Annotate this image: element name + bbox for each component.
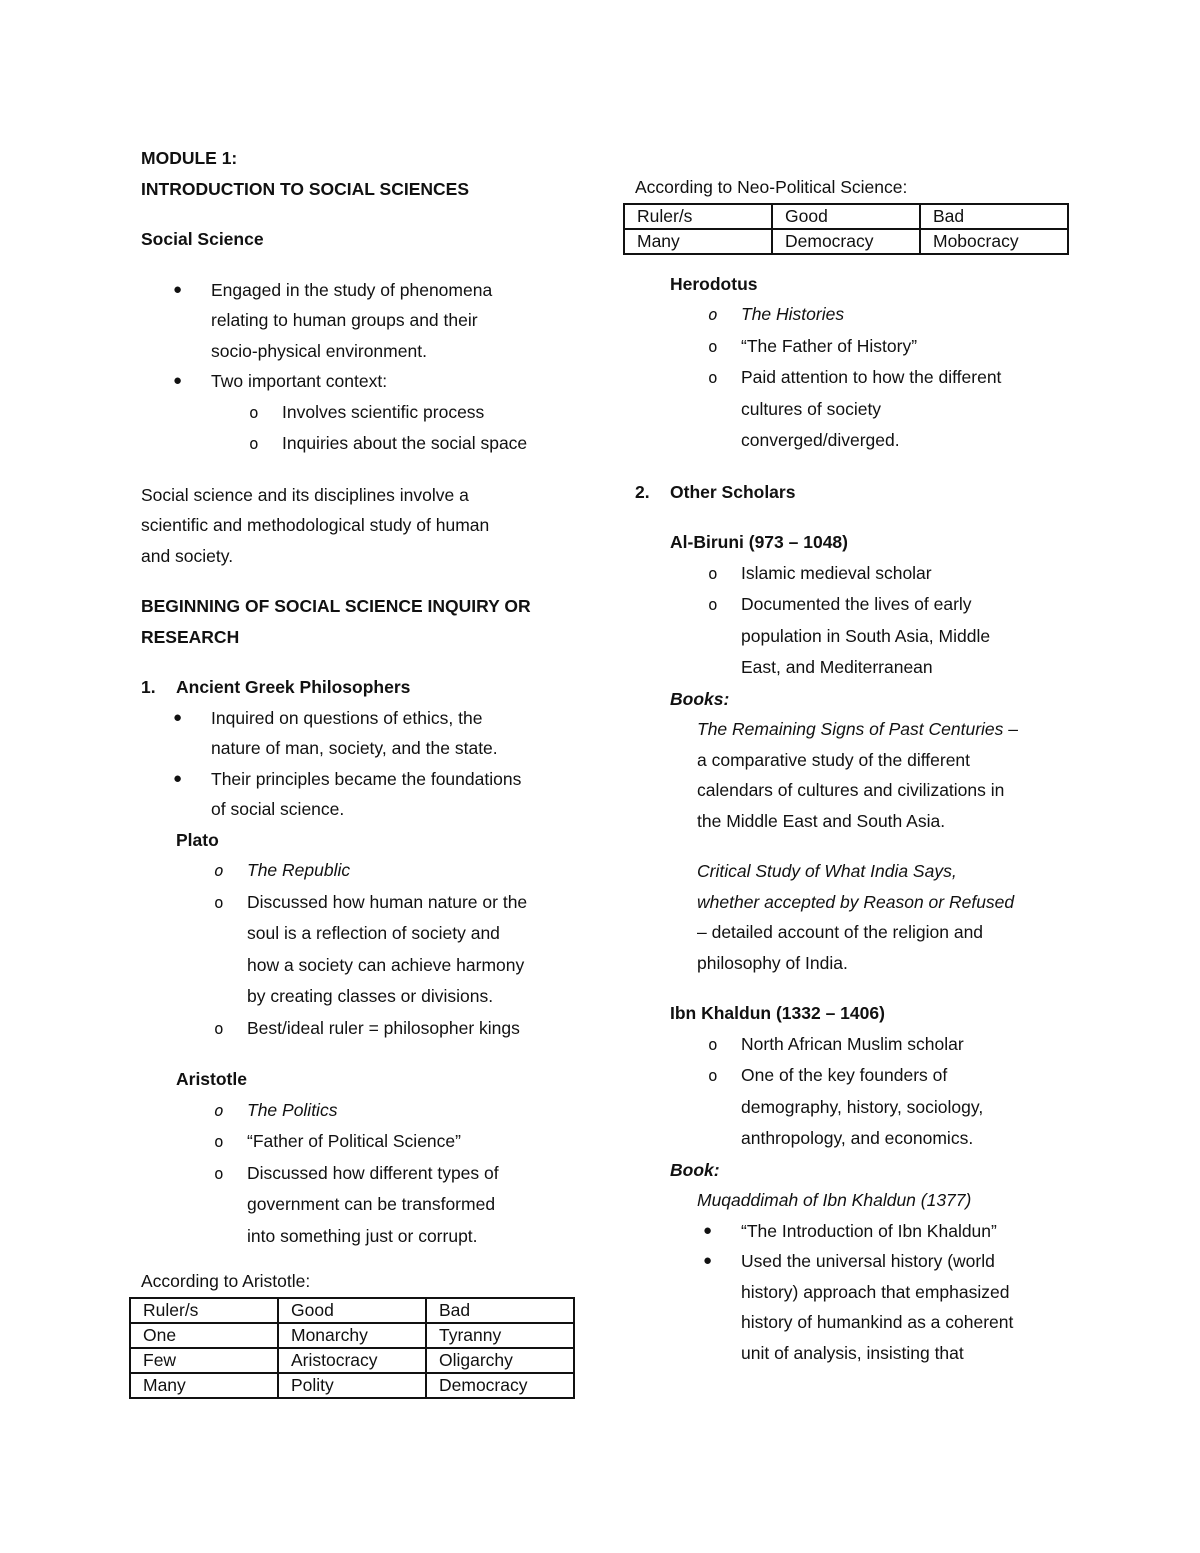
herodotus-attention: o Paid attention to how the different cultures of society converged/diverged. xyxy=(635,362,1085,457)
plato-ruler: o Best/ideal ruler = philosopher kings xyxy=(141,1013,591,1045)
circle-bullet-icon: o xyxy=(708,1034,718,1054)
khaldun-bullet-intro: ● “The Introduction of Ibn Khaldun” xyxy=(635,1216,1085,1247)
circle-bullet-icon: o xyxy=(214,1132,224,1151)
khaldun-desc: o North African Muslim scholar xyxy=(635,1029,1085,1061)
circle-bullet-icon: o xyxy=(708,336,718,356)
circle-bullet-icon: o xyxy=(214,1100,224,1120)
table-cell: Many xyxy=(130,1373,278,1398)
aristotle-heading: Aristotle xyxy=(176,1069,247,1089)
table-cell: Good xyxy=(278,1298,426,1323)
circle-bullet-icon: o xyxy=(214,1018,224,1038)
table-cell: Ruler/s xyxy=(130,1298,278,1323)
khaldun-heading: Ibn Khaldun (1332 – 1406) xyxy=(670,1003,885,1023)
circle-bullet-icon: o xyxy=(708,595,718,614)
table-cell: Tyranny xyxy=(426,1323,574,1348)
aristotle-discussion: o Discussed how different types of government can be transformed into something just or corrupt. xyxy=(141,1158,591,1253)
table-header-row xyxy=(130,1298,574,1323)
table-row xyxy=(130,1373,574,1398)
table-cell: Bad xyxy=(426,1298,574,1323)
table-cell: Democracy xyxy=(772,229,920,254)
bullet-icon: ● xyxy=(703,1221,713,1239)
beginning-heading: BEGINNING OF SOCIAL SCIENCE INQUIRY OR RESEARCH xyxy=(141,596,531,647)
khaldun-book-title: Muqaddimah of Ibn Khaldun (1377) xyxy=(697,1190,972,1210)
plato-discussion: o Discussed how human nature or the soul is a reflection of society and how a society can achieve harmony by creating classes or divisions. xyxy=(141,887,591,1013)
herodotus-title: o “The Father of History” xyxy=(635,331,1085,363)
plato-work: o The Republic xyxy=(141,855,591,887)
left-column xyxy=(141,143,591,1399)
biruni-desc: o Islamic medieval scholar xyxy=(635,558,1085,590)
table-cell: Aristocracy xyxy=(278,1348,426,1373)
plato-heading: Plato xyxy=(176,829,219,850)
table-cell: Mobocracy xyxy=(920,229,1068,254)
book-label: Book: xyxy=(670,1159,720,1180)
module-title: MODULE 1: xyxy=(141,148,238,168)
table-cell: Polity xyxy=(278,1373,426,1398)
table-cell: Oligarchy xyxy=(426,1348,574,1373)
bullet-icon: ● xyxy=(173,708,183,726)
bullet-icon: ● xyxy=(173,372,183,389)
circle-bullet-icon: o xyxy=(214,1163,224,1183)
bullet-principles: ● Their principles became the foundations of social science. xyxy=(141,764,591,825)
bullet-icon: ● xyxy=(703,1252,713,1269)
intro-paragraph: Social science and its disciplines involve a scientific and methodological study of human and society. xyxy=(141,484,490,566)
table-cell: One xyxy=(130,1323,278,1348)
biruni-heading: Al-Biruni (973 – 1048) xyxy=(670,532,848,552)
aristotle-work: o The Politics xyxy=(141,1095,591,1127)
circle-bullet-icon: o xyxy=(214,861,224,880)
aristotle-table-caption: According to Aristotle: xyxy=(141,1271,311,1291)
biruni-book-1: The Remaining Signs of Past Centuries – a comparative study of the different calendars of cultures and civilizations in the Middle East and South Asia. xyxy=(697,719,1019,831)
circle-bullet-icon: o xyxy=(708,305,718,324)
bullet-context: ● Two important context: xyxy=(141,366,591,397)
table-row xyxy=(130,1348,574,1373)
circle-bullet-icon: o xyxy=(249,434,259,453)
section-1-heading: 1. Ancient Greek Philosophers xyxy=(141,677,411,697)
table-row xyxy=(130,1323,574,1348)
table-cell: Good xyxy=(772,204,920,229)
biruni-documented: o Documented the lives of early population in South Asia, Middle East, and Mediterranean xyxy=(635,589,1085,684)
bullet-icon: ● xyxy=(173,280,183,298)
section-2-heading: 2. Other Scholars xyxy=(635,481,796,502)
aristotle-table xyxy=(129,1297,575,1399)
circle-bullet-icon: o xyxy=(708,1066,718,1085)
herodotus-work: o The Histories xyxy=(635,299,1085,331)
table-cell: Many xyxy=(624,229,772,254)
table-cell: Monarchy xyxy=(278,1323,426,1348)
table-cell: Democracy xyxy=(426,1373,574,1398)
circle-bullet-icon: o xyxy=(214,892,224,912)
table-cell: Few xyxy=(130,1348,278,1373)
context-item: o Inquiries about the social space xyxy=(141,428,591,460)
bullet-ethics: ● Inquired on questions of ethics, the nature of man, society, and the state. xyxy=(141,703,591,764)
circle-bullet-icon: o xyxy=(708,563,718,583)
biruni-book-2: Critical Study of What India Says, whether accepted by Reason or Refused – detailed account of the religion and philosophy of India. xyxy=(697,861,1015,973)
herodotus-heading: Herodotus xyxy=(670,273,758,294)
module-subtitle: INTRODUCTION TO SOCIAL SCIENCES xyxy=(141,178,469,199)
right-column xyxy=(635,172,1085,1368)
bullet-icon: ● xyxy=(173,769,183,787)
table-row xyxy=(624,229,1068,254)
context-item: o Involves scientific process xyxy=(141,397,591,429)
social-science-heading: Social Science xyxy=(141,229,264,249)
books-label: Books: xyxy=(670,688,730,709)
circle-bullet-icon: o xyxy=(708,368,718,387)
table-header-row xyxy=(624,204,1068,229)
circle-bullet-icon: o xyxy=(249,402,259,422)
khaldun-bullet-history: ● Used the universal history (world history) approach that emphasized history of humankind as a coherent unit of analysis, insisting that xyxy=(635,1246,1085,1368)
neo-political-table xyxy=(623,203,1069,255)
bullet-phenomena: ● Engaged in the study of phenomena relating to human groups and their socio-physical environment. xyxy=(141,275,591,367)
khaldun-founders: o One of the key founders of demography, history, sociology, anthropology, and economics. xyxy=(635,1060,1085,1155)
neo-table-caption: According to Neo-Political Science: xyxy=(635,177,908,197)
table-cell: Bad xyxy=(920,204,1068,229)
table-cell: Ruler/s xyxy=(624,204,772,229)
aristotle-title: o “Father of Political Science” xyxy=(141,1126,591,1158)
